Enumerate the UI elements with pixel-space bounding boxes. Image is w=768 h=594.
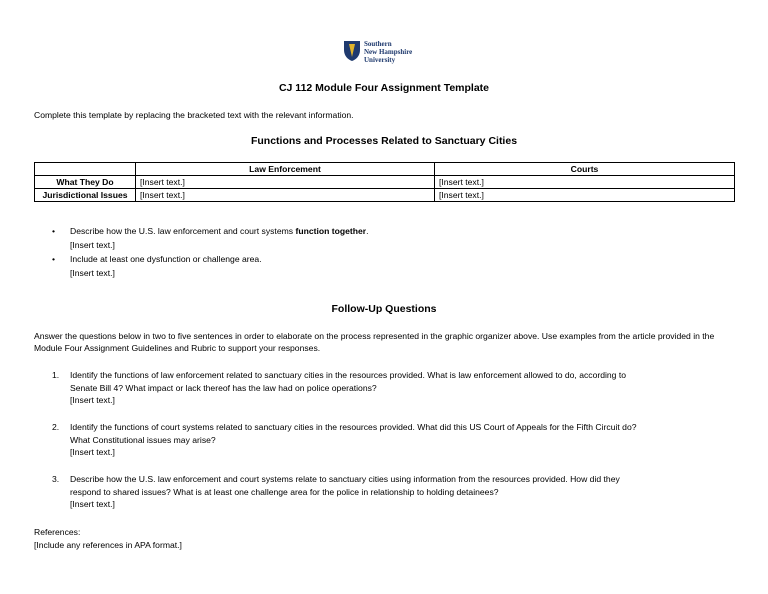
table-header-row: [35, 163, 735, 176]
question-3: [52, 473, 620, 511]
bullet-answer[interactable]: [Insert text.]: [70, 268, 115, 278]
question-text: What Constitutional issues may arise?: [70, 434, 216, 445]
graphic-organizer-table: [34, 162, 735, 202]
cell-law-what-they-do[interactable]: [Insert text.]: [136, 176, 435, 189]
cell-law-jurisdictional[interactable]: [Insert text.]: [136, 189, 435, 202]
row-label-jurisdictional-issues: Jurisdictional Issues: [35, 189, 136, 202]
question-number: 1.: [52, 370, 60, 380]
bullet-answer[interactable]: [Insert text.]: [70, 240, 115, 250]
question-answer[interactable]: [Insert text.]: [70, 395, 115, 405]
cell-courts-what-they-do[interactable]: [Insert text.]: [435, 176, 735, 189]
bullet-icon: •: [52, 254, 56, 264]
question-text: respond to shared issues? What is at least one challenge area for the police in relationship to holding detainees?: [70, 486, 499, 497]
university-logo: [343, 40, 412, 64]
question-text: Senate Bill 4? What impact or lack thereof has the law had on police operations?: [70, 382, 377, 393]
logo-wordmark: [364, 40, 412, 64]
question-text: Describe how the U.S. law enforcement and court systems relate to sanctuary cities using information from the resources provided. How did they: [70, 474, 620, 484]
followup-intro: Answer the questions below in two to five sentences in order to elaborate on the process represented in the graphic organizer above. Use examples from the article provided in the Module Four Assignment Guidelines and Rubric to support your responses.: [34, 331, 715, 353]
question-number: 2.: [52, 422, 60, 432]
logo-line: University: [364, 56, 396, 64]
row-label-what-they-do: What They Do: [35, 176, 136, 189]
table-header-courts: Courts: [435, 163, 735, 176]
logo-line: New Hampshire: [364, 48, 413, 56]
section-heading-followup: Follow-Up Questions: [331, 303, 437, 315]
list-item: [52, 224, 369, 252]
question-1: [52, 369, 626, 407]
table-header-empty: [35, 163, 136, 176]
question-text: Identify the functions of law enforcement related to sanctuary cities in the resources provided. What is law enforcement allowed to do, according to: [70, 370, 627, 380]
bullet-icon: •: [52, 226, 56, 236]
instructions-text: Complete this template by replacing the bracketed text with the relevant information.: [34, 110, 354, 120]
bullet-text: Include at least one dysfunction or challenge area.: [70, 254, 262, 264]
bullet-text-part: .: [366, 226, 369, 236]
shield-icon: [343, 40, 361, 62]
table-row: [35, 189, 735, 202]
question-answer[interactable]: [Insert text.]: [70, 499, 115, 509]
cell-courts-jurisdictional[interactable]: [Insert text.]: [435, 189, 735, 202]
question-text: Identify the functions of court systems related to sanctuary cities in the resources provided. What did this US Court of Appeals for the Fifth Circuit do?: [70, 422, 637, 432]
logo-line: Southern: [364, 40, 392, 48]
question-answer[interactable]: [Insert text.]: [70, 447, 115, 457]
references-placeholder[interactable]: [Include any references in APA format.]: [34, 540, 182, 550]
list-item: [52, 252, 369, 280]
table-header-law-enforcement: Law Enforcement: [136, 163, 435, 176]
bullet-text-bold: function together: [295, 226, 367, 236]
section-heading-functions: Functions and Processes Related to Sanctuary Cities: [250, 135, 518, 147]
document-title: CJ 112 Module Four Assignment Template: [278, 82, 490, 94]
question-number: 3.: [52, 474, 60, 484]
bullet-text: [70, 224, 369, 238]
bullet-text-part: Describe how the U.S. law enforcement and court systems: [70, 226, 296, 236]
references-label: References:: [34, 527, 81, 537]
table-row: [35, 176, 735, 189]
question-2: [52, 421, 637, 459]
bullet-list: [52, 224, 369, 280]
